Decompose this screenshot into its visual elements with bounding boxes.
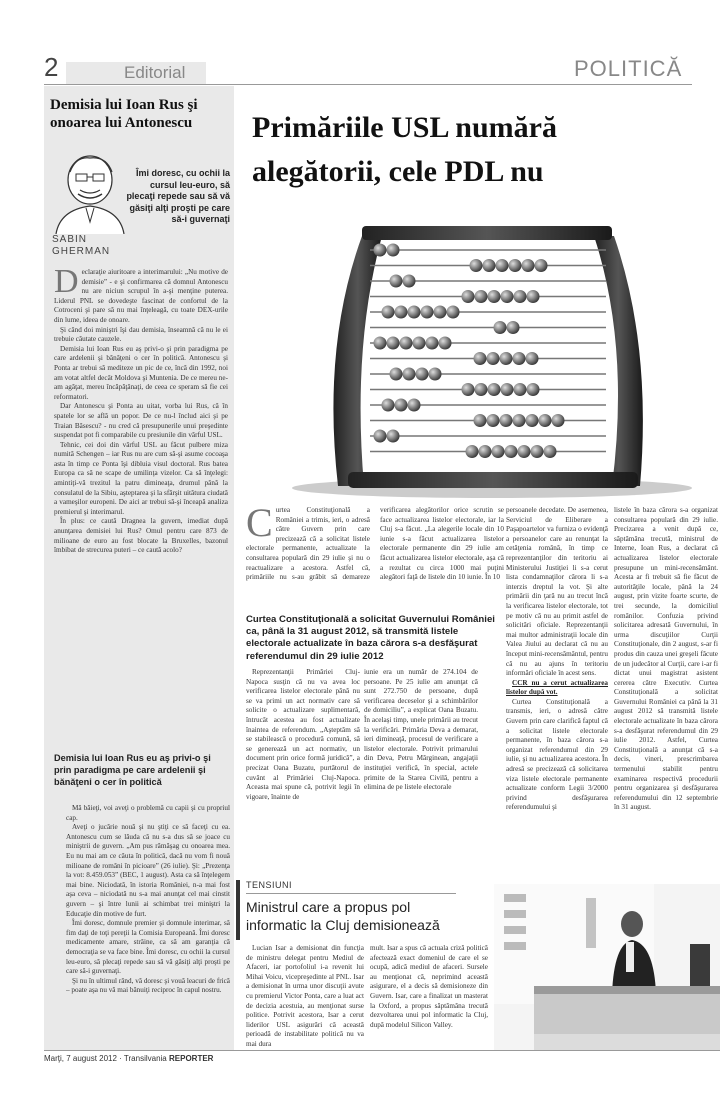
main-paragraph: Reprezentanţii Primăriei Cluj-Napoca susţin că nu va avea loc verificarea listelor electorale până nu se va primi un act normativ care să solicite o actualizare suplimentară, întrucât acestea au fost actualizate înaintea de referendum. „Aşteptăm să se stabilească o procedură comună, să se generează un act normativ, un document prin orice formă juridică”, a precizat Oana Buzatu, purtătorul de cuvânt al Primăriei Cluj-Napoca. Aceasta mai spune că, potrivit legii în vigoare, înainte de [246, 668, 360, 801]
secondary-rule [246, 893, 456, 894]
footer-date: Marţi, 7 august 2012 [44, 1054, 117, 1063]
main-col-4 [614, 506, 718, 880]
abacus-bead [408, 306, 421, 319]
footer-brand: REPORTER [169, 1054, 214, 1063]
abacus-bead [439, 337, 452, 350]
main-paragraph: iunie era un număr de 274.104 de persoane. Pe 25 iulie am anunţat că sunt 272.750 de persoane, după verificarea deceselor şi a schimbărilor de domiciliu”, a explicat Oana Buzatu. În acelaşi timp, unele primării au trecut la verificări. Primăria Deva a demarat, ieri dimineaţă, procesul de verificare a listelor electorale. Potrivit primarului din Deva, Petru Mărginean, angajaţii instituţiei verifică, în special, actele primite de la Starea Civilă, pentru a elimina de pe listele electorale [364, 668, 478, 792]
abacus-bead [487, 414, 500, 427]
footer-publication: Transilvania [123, 1054, 167, 1063]
editorial-paragraph: Aveţi o jucărie nouă şi nu ştiţi ce să faceţi cu ea. Antonescu cum se lăuda că nu s-a dus să se joace cu miniştrii de guvern. „Am pus rămăşag cu onoarea mea. Eu nu mai am ce căuta în politică, dacă nu vom fi nouă milioane de români în picioare” (26 iulie). Şi: „Prezenţa la vot: 8.459.053” (BEC, 1 august). Asta ca să înţelegem mai bine. Niciodată, în istoria României, n-a mai fost aşa ceva – niciodată nu s-a mai anunţat cel mai cinstit guvern – şi între lunii ai schimbat trei miniştri la Educaţie din motive de furt. [66, 823, 230, 918]
author-first-name: SABIN [52, 234, 88, 245]
abacus-bead [474, 352, 487, 365]
editorial-paragraph: Mă băieţi, voi aveţi o problemă cu capii şi cu propriul cap. [66, 804, 230, 822]
author-caricature [46, 150, 134, 234]
secondary-label-bar [236, 880, 240, 940]
header-rule [44, 84, 692, 85]
abacus-bead [479, 445, 492, 458]
abacus-bead [513, 414, 526, 427]
abacus-bead [487, 352, 500, 365]
abacus-bead [462, 383, 475, 396]
editorial-body-bottom [66, 804, 230, 1044]
editorial-paragraph: eclaraţie aiuritoare a interimarului: „Nu motive de demisie” - e şi confirmarea că domnul Antonescu nu are niciun scrupul în a-şi menţine puterea. Liderul PNL se dovedeşte fascinat de confortul de la Cotroceni şi pare să nu mai înţeleagă, cu toate DEX-urile din lume, ideea de onoare. [54, 268, 228, 324]
abacus-bead [500, 414, 513, 427]
abacus-bead [475, 383, 488, 396]
editorial-subhead: Demisia lui Ioan Rus eu aş privi-o şi prin paradigma pe care ardelenii şi bănăţeni o cer în politică [54, 753, 211, 787]
main-headline: Primăriile USL numără alegătorii, cele PDL nu [252, 111, 557, 188]
abacus-bead [518, 445, 531, 458]
abacus-bead [496, 259, 509, 272]
abacus-bead [488, 383, 501, 396]
footer-sep: · [119, 1054, 124, 1063]
abacus-image [252, 196, 722, 500]
abacus-bead [514, 383, 527, 396]
abacus-bead [382, 306, 395, 319]
abacus-bead [426, 337, 439, 350]
secondary-headline: Ministrul care a propus pol informatic la Cluj demisionează [246, 899, 440, 933]
abacus-bead [526, 414, 539, 427]
abacus-bead [488, 290, 501, 303]
abacus-bead [526, 352, 539, 365]
abacus-bead [395, 399, 408, 412]
secondary-paragraph: Lucian Isar a demisionat din funcţia de ministru delegat pentru Mediul de Afaceri, iar portofoliul i-a revenit lui Mihai Voicu, vicepreşedinte al PNL. Isar a demisionat în urma unor discuţii avute cu premierul Victor Ponta, care a luat act de decizia acestuia, au menţionat surse politice. Potrivit acestora, Isar a cerut liderilor USL asigurări că această perioadă de instabilitate politică nu va mai dura [246, 944, 364, 1048]
abacus-bead [531, 445, 544, 458]
abacus-bead [447, 306, 460, 319]
main-paragraph: Curtea Constituţională a transmis, ieri, o adresă către Guvern prin care clarifică faptul că a solicitat listele electorale permanente, în baza cărora s-a organizat referendumul din 29 iulie, şi nu actualizarea acestora. În adresă se precizează că solicitarea viza listele electorale permanente actualizate conform Legii 3/2000 privind desfăşurarea referendumului şi [506, 697, 608, 812]
abacus-bead [527, 290, 540, 303]
abacus-bead [387, 430, 400, 443]
abacus-bead [387, 337, 400, 350]
abacus-bead [382, 399, 395, 412]
abacus-bead [421, 306, 434, 319]
editorial-paragraph: Dar Antonescu şi Ponta au uitat, vorba lui Rus, că în spatele lor se află un popor. De ce nu-l înclud aici şi pe Traian Băsescu? - nu cred că presupunerile unui preşedinte suspendat pot fi comparabile cu presiunile din vârful USL. [54, 402, 228, 440]
abacus-bead [494, 321, 507, 334]
abacus-bead [390, 275, 403, 288]
main-col-3 [506, 506, 608, 880]
abacus-bead [416, 368, 429, 381]
abacus-bead [513, 352, 526, 365]
abacus-bead [387, 244, 400, 257]
minister-photo [494, 884, 720, 1050]
main-bold-lead: CCR nu a cerut actualizarea listelor după vot. [506, 678, 608, 697]
abacus-bead [501, 290, 514, 303]
abacus-bead [462, 290, 475, 303]
editorial-paragraph: Şi când doi miniştri îşi dau demisia, înseamnă că nu le ei trebuie căutate cauzele. [54, 325, 228, 344]
main-dropcap: C [246, 506, 273, 545]
secondary-col-1 [246, 944, 364, 1050]
main-subhead: Curtea Constituţională a solicitat Guvernului României ca, până la 31 august 2012, să transmită listele electorale actualizate în baza cărora s-a desfăşurat referendumul din 29 iulie 2012 [246, 614, 495, 662]
abacus-bead [544, 445, 557, 458]
abacus-bead [535, 259, 548, 272]
section-editorial: Editorial [124, 63, 186, 82]
abacus-bead [395, 306, 408, 319]
abacus-bead [374, 244, 387, 257]
abacus-bead [429, 368, 442, 381]
section-politica: POLITICĂ [574, 56, 683, 81]
main-col-2 [364, 668, 478, 848]
page-number: 2 [44, 52, 59, 82]
editorial-paragraph: Demisia lui Ioan Rus eu aş privi-o şi prin paradigma pe care ardelenii şi bănăţeni o cer în politică. Antonescu şi Ponta ar trebui să mediteze un pic de ce, încă din 1992, noi am votat altfel decât Moldova şi Muntenia. De ce mereu ne-am agăţat, mereu încăpăţânaţi, de ceea ce speram să fie cei reformatori. [54, 344, 228, 401]
editorial-body-top [54, 268, 228, 738]
abacus-bead [470, 259, 483, 272]
editorial-dropcap: D [54, 268, 79, 300]
abacus-bead [501, 383, 514, 396]
abacus-bead [403, 368, 416, 381]
abacus-bead [408, 399, 421, 412]
footer [44, 1054, 213, 1063]
abacus-bead [500, 352, 513, 365]
main-lead [246, 506, 504, 606]
abacus-bead [390, 368, 403, 381]
abacus-bead [475, 290, 488, 303]
abacus-bead [474, 414, 487, 427]
abacus-bead [374, 430, 387, 443]
abacus-bead [403, 275, 416, 288]
abacus-bead [527, 383, 540, 396]
main-paragraph: persoanele decedate. De asemenea, Serviciul de Eliberare a Paşapoartelor va furniza o evidenţă a persoanelor care au renunţat la cetăţenia română, în timp ce reprezentanţilor din teritoriu ai Ministerului Justiţiei li s-a cerut lista condamnaţilor cărora li s-a interzis dreptul la vot. Şi alte primării din ţară nu au trecut încă la verificarea listelor electorale, tot pe motiv că nu au primit astfel de solicitări oficiale. Reprezentanţii mai multor administraţii locale din Valea Jiului au declarat că nu au început mini-recensământul, pentru că nu au ajuns în teritoriu informări oficiale în acest sens. [506, 506, 608, 678]
secondary-label: TENSIUNI [246, 880, 293, 890]
abacus-bead [509, 259, 522, 272]
secondary-col-2 [370, 944, 488, 1050]
editorial-quote: Îmi doresc, cu ochii la cursul leu-euro, să plecaţi repede sau să vă găsiţi alţi proşti pe care să-i guvernaţi [126, 168, 230, 225]
editorial-paragraph: Îmi doresc, domnule premier şi domnule interimar, să fim daţi de toţi pereţii la Comisia Europeană. Îmi doresc medicamente amare, străine, ca să am garanţia că democraţia se va face bine. Îmi doresc, cu ochii la cursul leu-euro, să plecaţi repede sau să vă găsiţi alţi proşti pe care să-i guvernaţi. [66, 919, 230, 976]
abacus-bead [374, 337, 387, 350]
main-paragraph: listele în baza cărora s-a organizat consultarea populară din 29 iulie. Precizarea a venit după ce, săptămâna trecută, ministrul de Interne, Ioan Rus, a declarat că actualizarea listelor electorale presupune un mini-recensământ. Acesta ar fi trebuit să fie făcut de autorităţile locale, până la 24 august, prin vizite foarte scurte, de trei secunde, la domiciliul românilor. Confuzia privind solicitarea adresată Guvernului, în urma discuţiilor Curţii Constituţionale, din 2 august, s-ar fi produs din cauza unei greşeli făcute de un judecător al Curţii, care i-ar fi dictat unui magistrat asistent cererea către Executiv. Curtea Constituţională a solicitat Guvernului României ca până la 31 august 2012 să transmită listele electorale actualizate în baza cărora s-a desfăşurat referendumul din 29 iulie 2012. Astfel, Curtea Constituţională a anunţat că s-a decis, vineri, prescrimbarea termenului stabilit pentru examinarea respectivă procedurii pentru organizarea şi desfăşurarea referendumului din 12 septembrie în 31 august. [614, 506, 718, 812]
abacus-bead [466, 445, 479, 458]
abacus-bead [505, 445, 518, 458]
abacus-bead [539, 414, 552, 427]
secondary-paragraph: mult. Isar a spus că actuala criză politică afectează exact domeniul de care el se ocupă, adică mediul de afaceri. Sursele au menţionat că, neprimind această asigurare, el a decis să demisioneze din Guvern. Isar, care a finalizat un masterat la Oxford, a propus săptămâna trecută dezvoltarea unui pol informatic la Cluj, după modelul Silicon Valley. [370, 944, 488, 1029]
abacus-bead [552, 414, 565, 427]
abacus-bead [492, 445, 505, 458]
abacus-bead [400, 337, 413, 350]
editorial-paragraph: Tehnic, cei doi din vârful USL au făcut pulbere miza numită Schengen – iar Rus nu are cum să-şi asume cocoaşa asta în timp ce Ponta îşi dibluia visul doctoral. Rus batea Europa ca să ne scape de umilinţa vizelor. Ca să înţelegi: amintiţi-vă trezitul la patru dimineaţa, drumul până la consulatul de la Sibiu, aşteptarea şi la sfârşit uitătura ciudată a vameşilor europeni. De aici ar trebui să-şi înceapă analiza premierul şi interimarul. [54, 440, 228, 516]
main-col-1 [246, 668, 360, 848]
abacus-bead [413, 337, 426, 350]
footer-rule [44, 1050, 720, 1051]
abacus-bead [507, 321, 520, 334]
abacus-bead [483, 259, 496, 272]
author-last-name: GHERMAN [52, 246, 111, 257]
abacus-bead [514, 290, 527, 303]
abacus-bead [434, 306, 447, 319]
editorial-paragraph: În plus: ce caută Dragnea la guvern, imediat după anunţarea demisiei lui Rus? Omul pentru care 873 de milioane de euro au fost blocate la Bruxelles, bazonul îmbibat de strecurea puteri – ce caută acolo? [54, 517, 228, 555]
main-lead-text: urtea Constituţională a României a trimis, ieri, o adresă către Guvern prin care precizează că a solicitat listele electorale permanente, actualizate la consultarea populară din 29 iulie şi nu o reactualizare a acestora. Astfel că, primăriile nu s-au grăbit să demareze verificarea alegătorilor orice scrutin se face actualizarea listelor electorale, iar la Cluj s-a făcut. „La alegerile locale din 10 iunie s-a făcut actualizarea listelor electorale permanente din 29 iulie am făcut actualizarea listelor electorale, aşa că a rezultat cu circa 1000 mai puţini alegători faţă de listele din 10 iunie. În 10 [246, 506, 504, 582]
editorial-paragraph: Şi nu în ultimul rând, vă doresc şi vouă leacuri de frică – poate aşa nu vă mai bănuiţi reciproc în capul nostru. [66, 976, 230, 995]
abacus-bead [522, 259, 535, 272]
editorial-title: Demisia lui Ioan Rus şi onoarea lui Antonescu [50, 97, 198, 131]
